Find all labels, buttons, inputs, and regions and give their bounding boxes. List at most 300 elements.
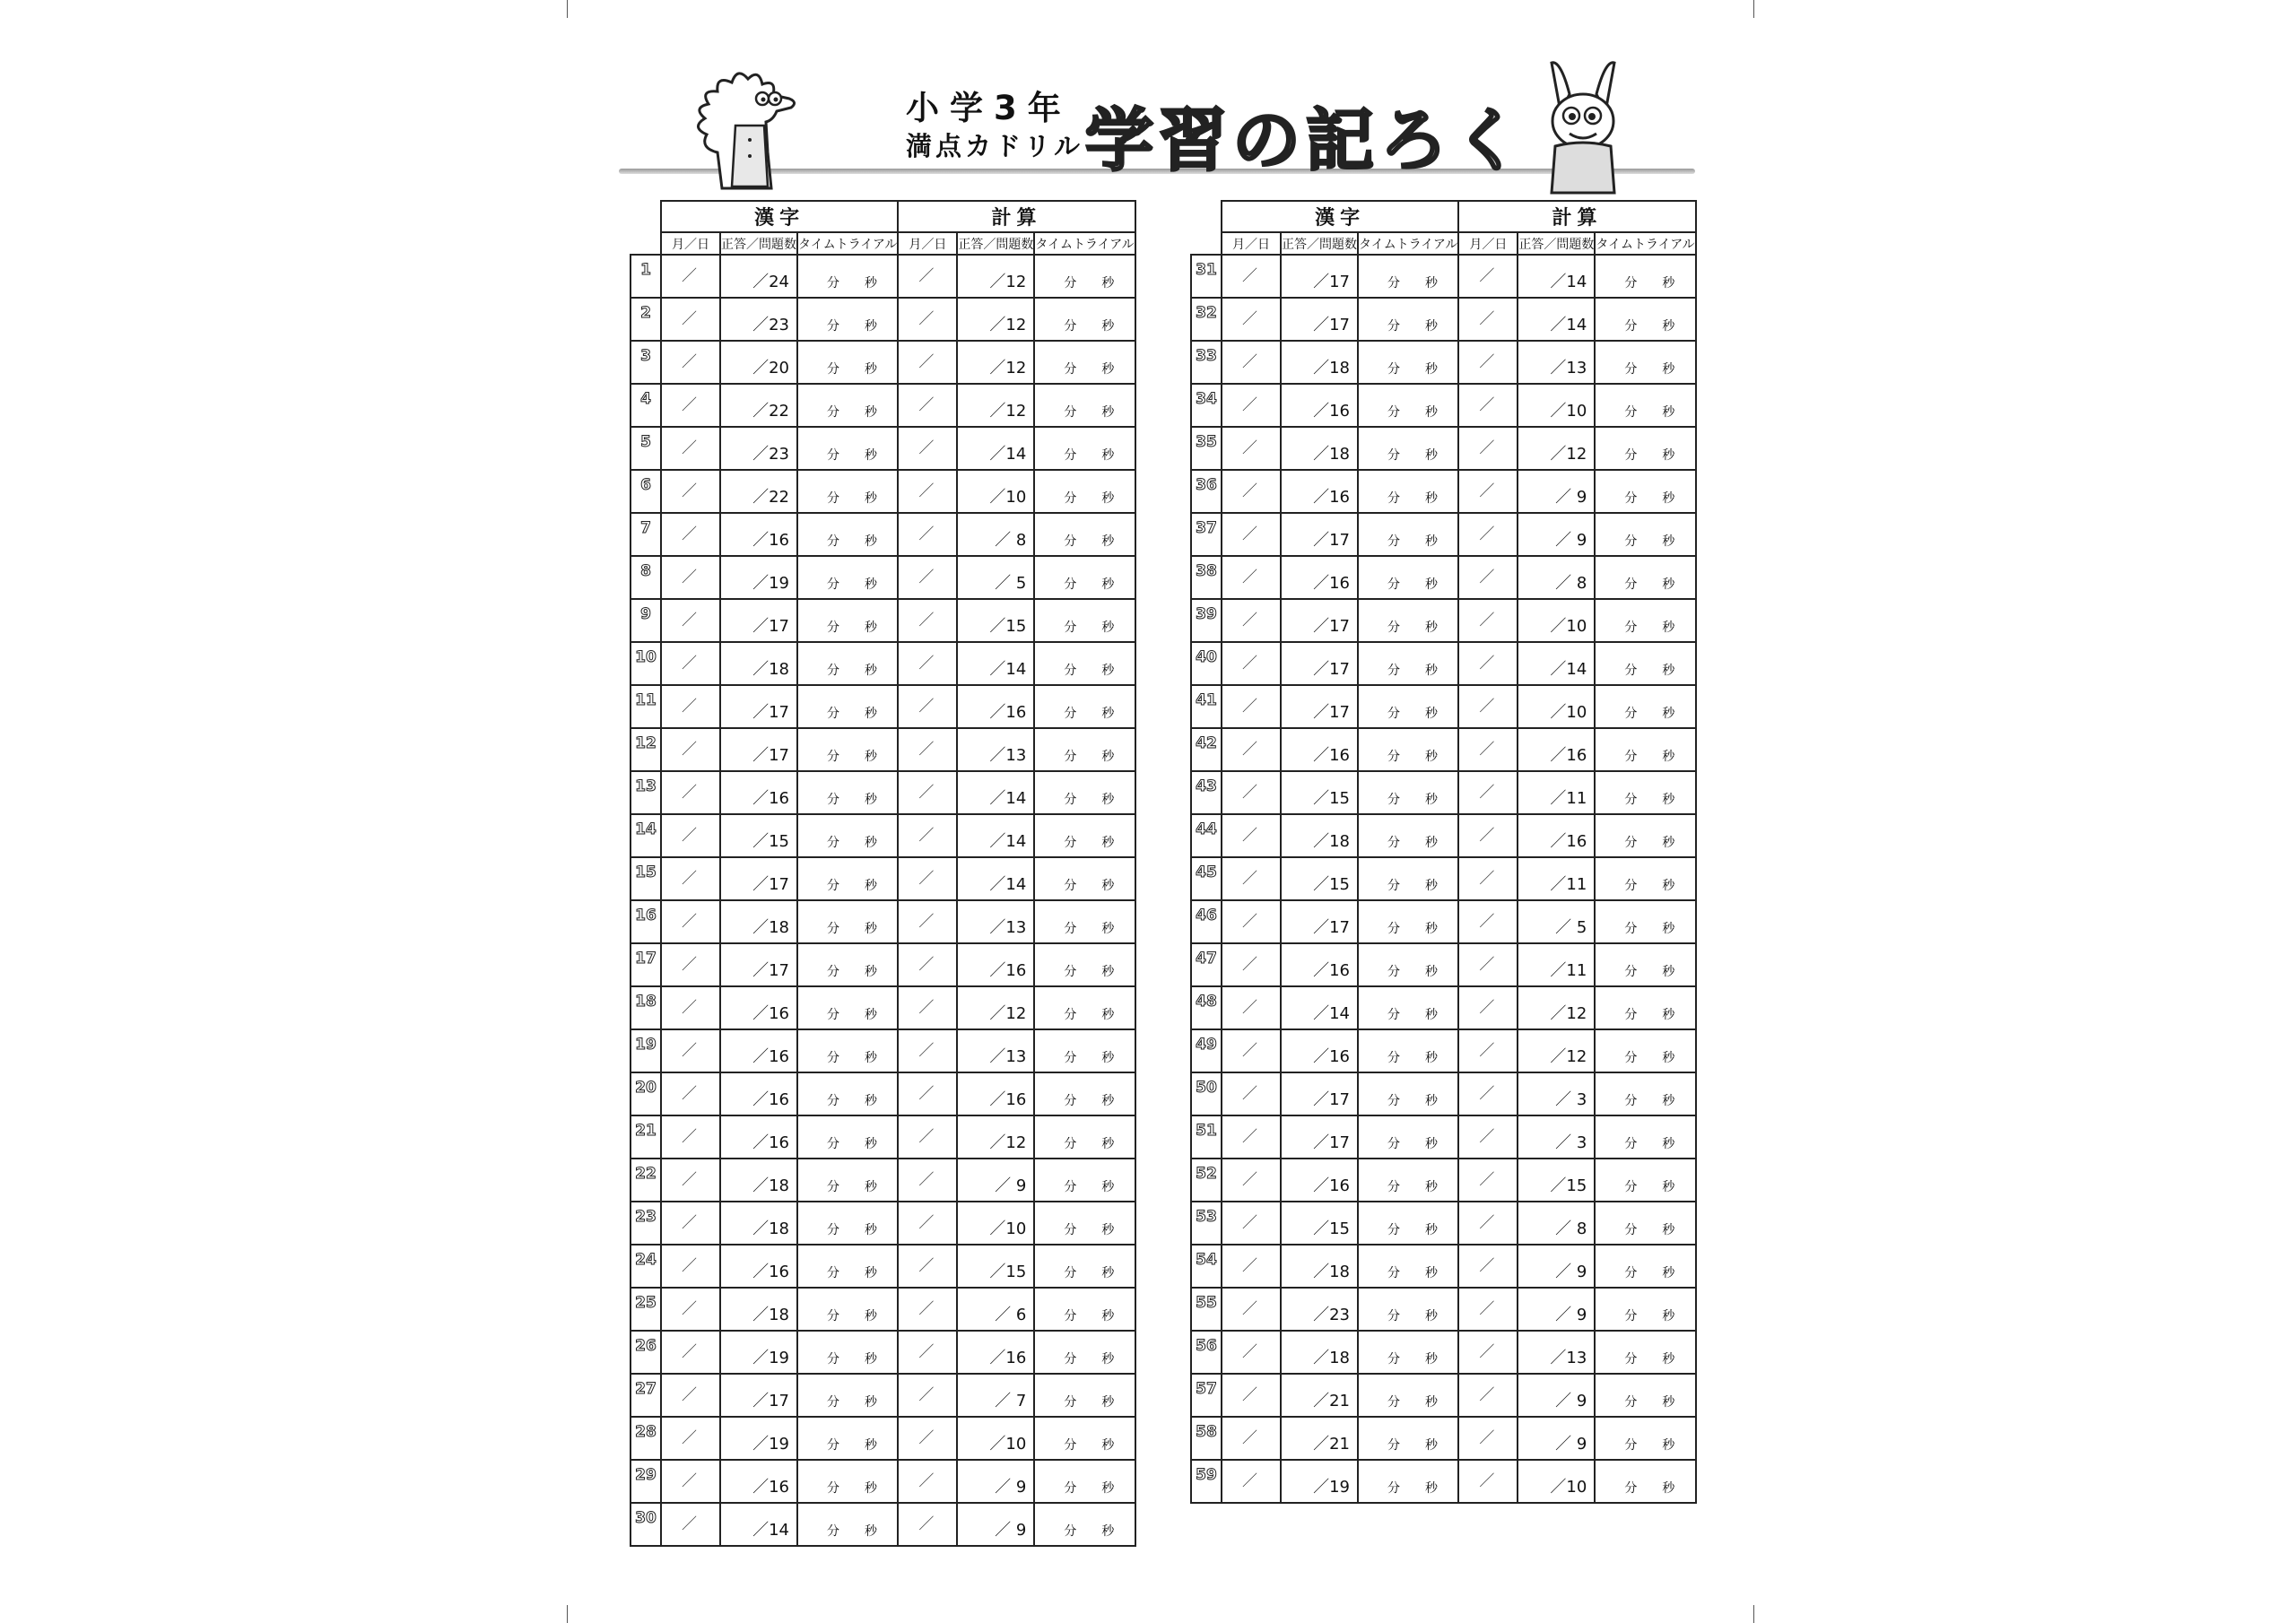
kanji-score-cell[interactable]: ／16	[720, 1115, 797, 1159]
kanji-time-cell[interactable]	[797, 1245, 898, 1288]
keisan-date-cell[interactable]	[1458, 1029, 1518, 1072]
kanji-date-cell[interactable]	[661, 427, 720, 470]
kanji-date-cell[interactable]	[661, 1029, 720, 1072]
kanji-score-cell[interactable]: ／17	[1281, 599, 1358, 642]
kanji-date-cell[interactable]	[1222, 1029, 1281, 1072]
kanji-date-cell[interactable]	[1222, 1288, 1281, 1331]
keisan-time-cell[interactable]	[1034, 1374, 1135, 1417]
keisan-score-cell[interactable]: ／16	[957, 1072, 1034, 1115]
kanji-time-cell[interactable]	[1358, 556, 1458, 599]
keisan-time-cell[interactable]	[1034, 255, 1135, 298]
keisan-time-cell[interactable]	[1595, 1245, 1695, 1288]
keisan-score-cell[interactable]: ／16	[1518, 814, 1595, 857]
keisan-date-cell[interactable]	[898, 341, 957, 384]
kanji-score-cell[interactable]: ／14	[1281, 986, 1358, 1029]
keisan-score-cell[interactable]: ／12	[957, 384, 1034, 427]
kanji-time-cell[interactable]	[1358, 384, 1458, 427]
kanji-score-cell[interactable]: ／20	[720, 341, 797, 384]
keisan-date-cell[interactable]	[898, 1374, 957, 1417]
kanji-time-cell[interactable]	[1358, 599, 1458, 642]
kanji-score-cell[interactable]: ／16	[720, 513, 797, 556]
keisan-score-cell[interactable]: ／13	[1518, 341, 1595, 384]
kanji-date-cell[interactable]	[1222, 1417, 1281, 1460]
kanji-score-cell[interactable]: ／23	[720, 427, 797, 470]
kanji-date-cell[interactable]	[661, 1159, 720, 1202]
kanji-date-cell[interactable]	[1222, 857, 1281, 900]
kanji-score-cell[interactable]: ／16	[720, 1460, 797, 1503]
kanji-score-cell[interactable]: ／18	[1281, 1245, 1358, 1288]
keisan-time-cell[interactable]	[1034, 427, 1135, 470]
keisan-time-cell[interactable]	[1034, 1417, 1135, 1460]
kanji-date-cell[interactable]	[1222, 1072, 1281, 1115]
keisan-date-cell[interactable]	[898, 642, 957, 685]
kanji-date-cell[interactable]	[1222, 599, 1281, 642]
kanji-score-cell[interactable]: ／18	[1281, 814, 1358, 857]
kanji-score-cell[interactable]: ／16	[1281, 384, 1358, 427]
keisan-date-cell[interactable]	[898, 1159, 957, 1202]
keisan-time-cell[interactable]	[1034, 1503, 1135, 1546]
kanji-date-cell[interactable]	[1222, 900, 1281, 943]
keisan-date-cell[interactable]	[1458, 857, 1518, 900]
kanji-time-cell[interactable]	[1358, 470, 1458, 513]
keisan-date-cell[interactable]	[1458, 1202, 1518, 1245]
keisan-time-cell[interactable]	[1595, 642, 1695, 685]
keisan-time-cell[interactable]	[1034, 1202, 1135, 1245]
kanji-date-cell[interactable]	[1222, 1331, 1281, 1374]
keisan-time-cell[interactable]	[1595, 728, 1695, 771]
kanji-score-cell[interactable]: ／17	[1281, 255, 1358, 298]
kanji-score-cell[interactable]: ／16	[1281, 470, 1358, 513]
kanji-time-cell[interactable]	[1358, 943, 1458, 986]
kanji-date-cell[interactable]	[661, 771, 720, 814]
keisan-score-cell[interactable]: ／10	[957, 1417, 1034, 1460]
kanji-score-cell[interactable]: ／17	[1281, 685, 1358, 728]
kanji-date-cell[interactable]	[1222, 556, 1281, 599]
kanji-date-cell[interactable]	[661, 1417, 720, 1460]
kanji-time-cell[interactable]	[1358, 1331, 1458, 1374]
keisan-date-cell[interactable]	[898, 728, 957, 771]
keisan-score-cell[interactable]: ／ 7	[957, 1374, 1034, 1417]
keisan-score-cell[interactable]: ／14	[957, 771, 1034, 814]
kanji-date-cell[interactable]	[661, 1503, 720, 1546]
keisan-date-cell[interactable]	[1458, 427, 1518, 470]
kanji-time-cell[interactable]	[797, 556, 898, 599]
keisan-time-cell[interactable]	[1595, 1288, 1695, 1331]
kanji-date-cell[interactable]	[661, 986, 720, 1029]
kanji-time-cell[interactable]	[797, 1374, 898, 1417]
kanji-date-cell[interactable]	[1222, 513, 1281, 556]
keisan-time-cell[interactable]	[1034, 986, 1135, 1029]
kanji-time-cell[interactable]	[1358, 1029, 1458, 1072]
keisan-date-cell[interactable]	[898, 1245, 957, 1288]
kanji-time-cell[interactable]	[797, 1202, 898, 1245]
kanji-score-cell[interactable]: ／16	[720, 1072, 797, 1115]
keisan-time-cell[interactable]	[1595, 599, 1695, 642]
kanji-score-cell[interactable]: ／17	[720, 599, 797, 642]
kanji-time-cell[interactable]	[797, 341, 898, 384]
kanji-date-cell[interactable]	[661, 857, 720, 900]
keisan-time-cell[interactable]	[1595, 900, 1695, 943]
keisan-date-cell[interactable]	[898, 857, 957, 900]
kanji-score-cell[interactable]: ／16	[720, 771, 797, 814]
keisan-time-cell[interactable]	[1595, 298, 1695, 341]
kanji-score-cell[interactable]: ／16	[1281, 1029, 1358, 1072]
keisan-score-cell[interactable]: ／10	[957, 470, 1034, 513]
keisan-date-cell[interactable]	[1458, 642, 1518, 685]
kanji-time-cell[interactable]	[1358, 427, 1458, 470]
kanji-time-cell[interactable]	[797, 1159, 898, 1202]
keisan-score-cell[interactable]: ／11	[1518, 943, 1595, 986]
keisan-date-cell[interactable]	[1458, 556, 1518, 599]
kanji-date-cell[interactable]	[661, 1460, 720, 1503]
keisan-time-cell[interactable]	[1034, 943, 1135, 986]
kanji-date-cell[interactable]	[1222, 1115, 1281, 1159]
keisan-time-cell[interactable]	[1595, 857, 1695, 900]
keisan-score-cell[interactable]: ／12	[1518, 986, 1595, 1029]
kanji-date-cell[interactable]	[1222, 814, 1281, 857]
kanji-date-cell[interactable]	[661, 1202, 720, 1245]
keisan-date-cell[interactable]	[898, 1460, 957, 1503]
kanji-time-cell[interactable]	[797, 771, 898, 814]
kanji-score-cell[interactable]: ／14	[720, 1503, 797, 1546]
keisan-score-cell[interactable]: ／ 6	[957, 1288, 1034, 1331]
kanji-date-cell[interactable]	[1222, 943, 1281, 986]
kanji-time-cell[interactable]	[797, 255, 898, 298]
kanji-score-cell[interactable]: ／15	[1281, 771, 1358, 814]
kanji-score-cell[interactable]: ／18	[720, 1159, 797, 1202]
kanji-score-cell[interactable]: ／19	[720, 1331, 797, 1374]
kanji-score-cell[interactable]: ／17	[720, 685, 797, 728]
keisan-date-cell[interactable]	[898, 814, 957, 857]
kanji-date-cell[interactable]	[1222, 986, 1281, 1029]
keisan-time-cell[interactable]	[1595, 1115, 1695, 1159]
kanji-time-cell[interactable]	[797, 900, 898, 943]
kanji-score-cell[interactable]: ／16	[1281, 1159, 1358, 1202]
keisan-date-cell[interactable]	[898, 1202, 957, 1245]
kanji-date-cell[interactable]	[661, 470, 720, 513]
keisan-date-cell[interactable]	[1458, 513, 1518, 556]
kanji-score-cell[interactable]: ／17	[1281, 1072, 1358, 1115]
keisan-date-cell[interactable]	[898, 943, 957, 986]
keisan-score-cell[interactable]: ／13	[957, 1029, 1034, 1072]
kanji-score-cell[interactable]: ／17	[1281, 900, 1358, 943]
keisan-date-cell[interactable]	[1458, 1288, 1518, 1331]
keisan-score-cell[interactable]: ／ 3	[1518, 1115, 1595, 1159]
kanji-time-cell[interactable]	[797, 1331, 898, 1374]
keisan-date-cell[interactable]	[898, 556, 957, 599]
kanji-time-cell[interactable]	[797, 298, 898, 341]
kanji-date-cell[interactable]	[1222, 298, 1281, 341]
keisan-date-cell[interactable]	[898, 470, 957, 513]
keisan-time-cell[interactable]	[1595, 1159, 1695, 1202]
kanji-time-cell[interactable]	[1358, 685, 1458, 728]
keisan-date-cell[interactable]	[898, 771, 957, 814]
keisan-score-cell[interactable]: ／14	[1518, 298, 1595, 341]
keisan-score-cell[interactable]: ／12	[957, 341, 1034, 384]
kanji-time-cell[interactable]	[1358, 1072, 1458, 1115]
keisan-date-cell[interactable]	[1458, 814, 1518, 857]
kanji-date-cell[interactable]	[1222, 1460, 1281, 1503]
kanji-date-cell[interactable]	[1222, 728, 1281, 771]
kanji-score-cell[interactable]: ／18	[1281, 427, 1358, 470]
keisan-date-cell[interactable]	[1458, 298, 1518, 341]
kanji-time-cell[interactable]	[1358, 857, 1458, 900]
kanji-date-cell[interactable]	[661, 1331, 720, 1374]
kanji-time-cell[interactable]	[1358, 298, 1458, 341]
kanji-score-cell[interactable]: ／15	[720, 814, 797, 857]
keisan-score-cell[interactable]: ／10	[1518, 599, 1595, 642]
keisan-time-cell[interactable]	[1595, 341, 1695, 384]
kanji-time-cell[interactable]	[1358, 1460, 1458, 1503]
kanji-time-cell[interactable]	[1358, 255, 1458, 298]
kanji-time-cell[interactable]	[797, 513, 898, 556]
keisan-score-cell[interactable]: ／11	[1518, 857, 1595, 900]
kanji-score-cell[interactable]: ／15	[1281, 857, 1358, 900]
kanji-date-cell[interactable]	[1222, 685, 1281, 728]
keisan-score-cell[interactable]: ／ 3	[1518, 1072, 1595, 1115]
kanji-time-cell[interactable]	[797, 1029, 898, 1072]
keisan-time-cell[interactable]	[1595, 470, 1695, 513]
kanji-date-cell[interactable]	[661, 1245, 720, 1288]
keisan-time-cell[interactable]	[1595, 384, 1695, 427]
keisan-time-cell[interactable]	[1595, 986, 1695, 1029]
keisan-time-cell[interactable]	[1595, 1417, 1695, 1460]
keisan-date-cell[interactable]	[898, 384, 957, 427]
keisan-time-cell[interactable]	[1595, 1202, 1695, 1245]
keisan-time-cell[interactable]	[1034, 642, 1135, 685]
kanji-score-cell[interactable]: ／22	[720, 384, 797, 427]
keisan-score-cell[interactable]: ／12	[957, 255, 1034, 298]
keisan-date-cell[interactable]	[898, 1503, 957, 1546]
kanji-date-cell[interactable]	[661, 900, 720, 943]
keisan-date-cell[interactable]	[898, 1288, 957, 1331]
keisan-date-cell[interactable]	[1458, 1460, 1518, 1503]
keisan-time-cell[interactable]	[1034, 384, 1135, 427]
keisan-date-cell[interactable]	[898, 1029, 957, 1072]
keisan-score-cell[interactable]: ／14	[1518, 255, 1595, 298]
keisan-date-cell[interactable]	[1458, 1417, 1518, 1460]
kanji-time-cell[interactable]	[1358, 1202, 1458, 1245]
kanji-time-cell[interactable]	[797, 470, 898, 513]
kanji-time-cell[interactable]	[1358, 642, 1458, 685]
keisan-time-cell[interactable]	[1034, 1029, 1135, 1072]
keisan-time-cell[interactable]	[1034, 857, 1135, 900]
keisan-time-cell[interactable]	[1595, 1374, 1695, 1417]
keisan-score-cell[interactable]: ／12	[1518, 1029, 1595, 1072]
keisan-score-cell[interactable]: ／ 8	[957, 513, 1034, 556]
keisan-time-cell[interactable]	[1034, 1245, 1135, 1288]
keisan-date-cell[interactable]	[898, 1417, 957, 1460]
kanji-score-cell[interactable]: ／21	[1281, 1417, 1358, 1460]
kanji-score-cell[interactable]: ／19	[1281, 1460, 1358, 1503]
kanji-date-cell[interactable]	[1222, 255, 1281, 298]
kanji-score-cell[interactable]: ／16	[720, 1029, 797, 1072]
keisan-score-cell[interactable]: ／14	[957, 427, 1034, 470]
kanji-score-cell[interactable]: ／17	[1281, 1115, 1358, 1159]
keisan-score-cell[interactable]: ／ 9	[1518, 1288, 1595, 1331]
kanji-score-cell[interactable]: ／19	[720, 1417, 797, 1460]
keisan-time-cell[interactable]	[1034, 513, 1135, 556]
keisan-date-cell[interactable]	[1458, 1115, 1518, 1159]
kanji-score-cell[interactable]: ／17	[720, 1374, 797, 1417]
keisan-score-cell[interactable]: ／ 8	[1518, 1202, 1595, 1245]
kanji-score-cell[interactable]: ／17	[720, 728, 797, 771]
keisan-date-cell[interactable]	[898, 900, 957, 943]
kanji-time-cell[interactable]	[797, 1288, 898, 1331]
keisan-score-cell[interactable]: ／ 9	[1518, 513, 1595, 556]
kanji-time-cell[interactable]	[797, 642, 898, 685]
kanji-score-cell[interactable]: ／17	[720, 857, 797, 900]
keisan-date-cell[interactable]	[1458, 943, 1518, 986]
keisan-time-cell[interactable]	[1034, 1115, 1135, 1159]
keisan-score-cell[interactable]: ／10	[1518, 685, 1595, 728]
kanji-time-cell[interactable]	[1358, 341, 1458, 384]
keisan-score-cell[interactable]: ／12	[1518, 427, 1595, 470]
keisan-date-cell[interactable]	[898, 1331, 957, 1374]
keisan-date-cell[interactable]	[898, 599, 957, 642]
kanji-score-cell[interactable]: ／19	[720, 556, 797, 599]
keisan-date-cell[interactable]	[1458, 470, 1518, 513]
kanji-time-cell[interactable]	[1358, 1115, 1458, 1159]
kanji-time-cell[interactable]	[797, 1115, 898, 1159]
kanji-time-cell[interactable]	[797, 685, 898, 728]
kanji-time-cell[interactable]	[797, 1072, 898, 1115]
kanji-date-cell[interactable]	[1222, 1245, 1281, 1288]
keisan-score-cell[interactable]: ／10	[1518, 384, 1595, 427]
keisan-date-cell[interactable]	[1458, 1159, 1518, 1202]
keisan-date-cell[interactable]	[1458, 900, 1518, 943]
keisan-score-cell[interactable]: ／ 9	[1518, 470, 1595, 513]
keisan-score-cell[interactable]: ／11	[1518, 771, 1595, 814]
keisan-time-cell[interactable]	[1595, 771, 1695, 814]
keisan-score-cell[interactable]: ／16	[957, 943, 1034, 986]
kanji-date-cell[interactable]	[661, 1115, 720, 1159]
keisan-score-cell[interactable]: ／13	[957, 728, 1034, 771]
kanji-date-cell[interactable]	[1222, 1159, 1281, 1202]
keisan-time-cell[interactable]	[1595, 556, 1695, 599]
kanji-date-cell[interactable]	[1222, 427, 1281, 470]
kanji-score-cell[interactable]: ／24	[720, 255, 797, 298]
kanji-time-cell[interactable]	[797, 384, 898, 427]
kanji-score-cell[interactable]: ／16	[1281, 556, 1358, 599]
keisan-time-cell[interactable]	[1595, 513, 1695, 556]
keisan-date-cell[interactable]	[1458, 1331, 1518, 1374]
kanji-score-cell[interactable]: ／18	[720, 900, 797, 943]
kanji-time-cell[interactable]	[1358, 1417, 1458, 1460]
keisan-score-cell[interactable]: ／15	[957, 1245, 1034, 1288]
kanji-date-cell[interactable]	[661, 384, 720, 427]
keisan-time-cell[interactable]	[1034, 599, 1135, 642]
kanji-score-cell[interactable]: ／23	[720, 298, 797, 341]
keisan-score-cell[interactable]: ／ 9	[957, 1159, 1034, 1202]
keisan-time-cell[interactable]	[1034, 556, 1135, 599]
keisan-time-cell[interactable]	[1034, 341, 1135, 384]
keisan-score-cell[interactable]: ／ 9	[1518, 1245, 1595, 1288]
kanji-score-cell[interactable]: ／22	[720, 470, 797, 513]
keisan-time-cell[interactable]	[1034, 1159, 1135, 1202]
kanji-date-cell[interactable]	[661, 943, 720, 986]
keisan-time-cell[interactable]	[1595, 1029, 1695, 1072]
keisan-date-cell[interactable]	[1458, 255, 1518, 298]
kanji-score-cell[interactable]: ／16	[1281, 728, 1358, 771]
kanji-date-cell[interactable]	[1222, 470, 1281, 513]
kanji-score-cell[interactable]: ／23	[1281, 1288, 1358, 1331]
keisan-score-cell[interactable]: ／ 5	[1518, 900, 1595, 943]
keisan-score-cell[interactable]: ／16	[957, 685, 1034, 728]
keisan-score-cell[interactable]: ／ 9	[1518, 1374, 1595, 1417]
keisan-score-cell[interactable]: ／15	[957, 599, 1034, 642]
keisan-score-cell[interactable]: ／ 9	[957, 1503, 1034, 1546]
kanji-date-cell[interactable]	[1222, 771, 1281, 814]
keisan-date-cell[interactable]	[898, 1115, 957, 1159]
kanji-score-cell[interactable]: ／18	[720, 1202, 797, 1245]
kanji-time-cell[interactable]	[797, 1460, 898, 1503]
kanji-date-cell[interactable]	[661, 642, 720, 685]
kanji-score-cell[interactable]: ／17	[1281, 513, 1358, 556]
keisan-time-cell[interactable]	[1595, 943, 1695, 986]
kanji-date-cell[interactable]	[1222, 341, 1281, 384]
kanji-date-cell[interactable]	[661, 513, 720, 556]
kanji-date-cell[interactable]	[661, 728, 720, 771]
keisan-date-cell[interactable]	[898, 513, 957, 556]
kanji-score-cell[interactable]: ／18	[1281, 341, 1358, 384]
kanji-time-cell[interactable]	[797, 728, 898, 771]
keisan-score-cell[interactable]: ／10	[957, 1202, 1034, 1245]
kanji-score-cell[interactable]: ／15	[1281, 1202, 1358, 1245]
kanji-time-cell[interactable]	[797, 599, 898, 642]
kanji-score-cell[interactable]: ／17	[1281, 298, 1358, 341]
kanji-time-cell[interactable]	[797, 986, 898, 1029]
keisan-score-cell[interactable]: ／12	[957, 986, 1034, 1029]
kanji-date-cell[interactable]	[661, 685, 720, 728]
keisan-date-cell[interactable]	[1458, 1245, 1518, 1288]
keisan-time-cell[interactable]	[1034, 771, 1135, 814]
kanji-time-cell[interactable]	[797, 943, 898, 986]
keisan-time-cell[interactable]	[1595, 1331, 1695, 1374]
kanji-time-cell[interactable]	[1358, 986, 1458, 1029]
keisan-date-cell[interactable]	[898, 427, 957, 470]
kanji-time-cell[interactable]	[797, 857, 898, 900]
kanji-score-cell[interactable]: ／18	[720, 642, 797, 685]
keisan-score-cell[interactable]: ／15	[1518, 1159, 1595, 1202]
keisan-date-cell[interactable]	[1458, 384, 1518, 427]
kanji-time-cell[interactable]	[1358, 1288, 1458, 1331]
keisan-score-cell[interactable]: ／14	[1518, 642, 1595, 685]
keisan-time-cell[interactable]	[1034, 814, 1135, 857]
kanji-date-cell[interactable]	[661, 298, 720, 341]
keisan-score-cell[interactable]: ／16	[957, 1331, 1034, 1374]
keisan-time-cell[interactable]	[1034, 1288, 1135, 1331]
kanji-date-cell[interactable]	[1222, 1202, 1281, 1245]
keisan-score-cell[interactable]: ／12	[957, 1115, 1034, 1159]
kanji-date-cell[interactable]	[1222, 384, 1281, 427]
kanji-time-cell[interactable]	[1358, 1245, 1458, 1288]
kanji-time-cell[interactable]	[1358, 513, 1458, 556]
keisan-score-cell[interactable]: ／13	[957, 900, 1034, 943]
kanji-score-cell[interactable]: ／16	[720, 986, 797, 1029]
keisan-score-cell[interactable]: ／14	[957, 814, 1034, 857]
kanji-score-cell[interactable]: ／16	[1281, 943, 1358, 986]
kanji-time-cell[interactable]	[797, 427, 898, 470]
keisan-time-cell[interactable]	[1034, 1331, 1135, 1374]
kanji-time-cell[interactable]	[1358, 771, 1458, 814]
keisan-date-cell[interactable]	[1458, 728, 1518, 771]
kanji-score-cell[interactable]: ／21	[1281, 1374, 1358, 1417]
kanji-date-cell[interactable]	[661, 1288, 720, 1331]
keisan-time-cell[interactable]	[1034, 298, 1135, 341]
keisan-time-cell[interactable]	[1595, 427, 1695, 470]
kanji-time-cell[interactable]	[1358, 1374, 1458, 1417]
